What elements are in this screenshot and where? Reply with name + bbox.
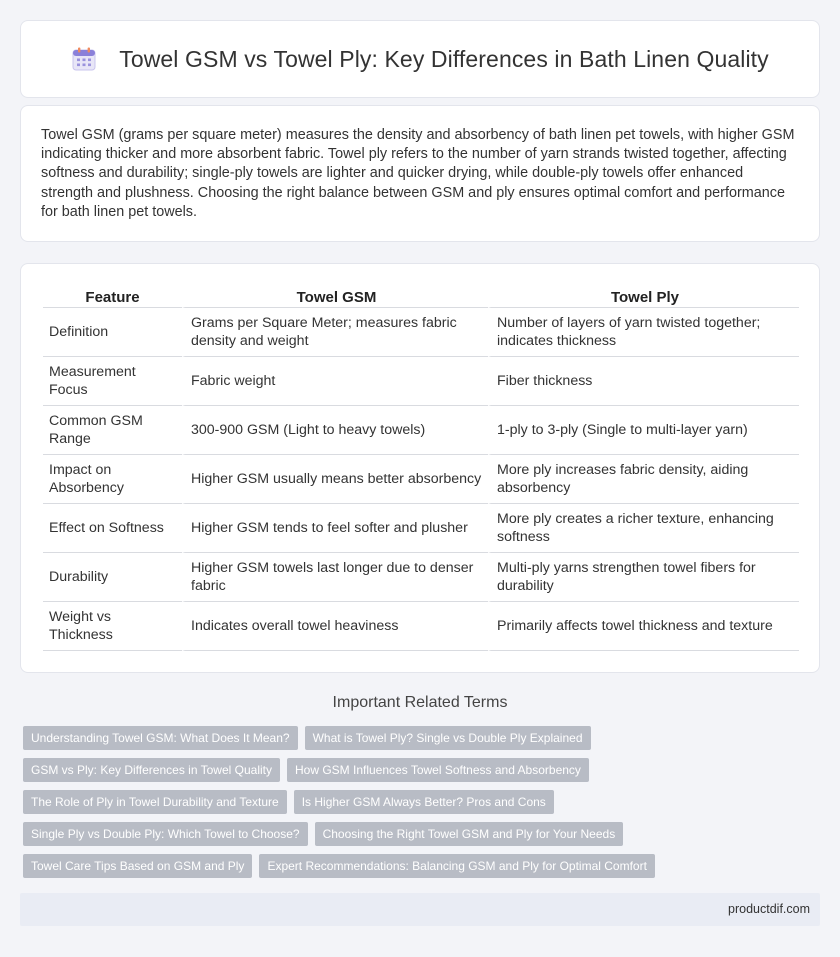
table-row <box>43 455 799 504</box>
feature-cell: Measurement Focus <box>43 357 182 406</box>
table-header-row <box>43 286 799 308</box>
comparison-table <box>43 286 799 651</box>
calendar-icon <box>71 46 97 72</box>
tag-row <box>23 758 663 790</box>
related-term-link[interactable]: Expert Recommendations: Balancing GSM and Ply for Optimal Comfort <box>259 854 655 878</box>
gsm-cell: Higher GSM tends to feel softer and plusher <box>182 504 488 553</box>
related-terms-list <box>23 726 663 886</box>
feature-cell: Definition <box>43 308 182 357</box>
table-row <box>43 553 799 602</box>
gsm-cell: 300-900 GSM (Light to heavy towels) <box>182 406 488 455</box>
header-card <box>20 20 820 98</box>
table-row <box>43 357 799 406</box>
related-term-link[interactable]: Single Ply vs Double Ply: Which Towel to Choose? <box>23 822 308 846</box>
intro-paragraph: Towel GSM (grams per square meter) measures the density and absorbency of bath linen pet towels, with higher GSM indicating thicker and more absorbent fabric. Towel ply refers to the number of yarn strands twisted together, affecting softness and durability; single-ply towels are lighter and quicker drying, while double-ply towels offer enhanced strength and plushness. Choosing the right balance between GSM and ply ensures optimal comfort and performance for bath linen pet towels. <box>41 127 795 220</box>
feature-cell: Common GSM Range <box>43 406 182 455</box>
feature-cell: Impact on Absorbency <box>43 455 182 504</box>
footer-site-link[interactable]: productdif.com <box>728 902 810 916</box>
related-term-link[interactable]: Choosing the Right Towel GSM and Ply for Your Needs <box>315 822 624 846</box>
ply-cell: Multi-ply yarns strengthen towel fibers for durability <box>488 553 799 602</box>
related-term-link[interactable]: How GSM Influences Towel Softness and Absorbency <box>287 758 589 782</box>
related-term-link[interactable]: The Role of Ply in Towel Durability and Texture <box>23 790 287 814</box>
related-term-link[interactable]: Is Higher GSM Always Better? Pros and Cons <box>294 790 554 814</box>
tag-row <box>23 726 663 758</box>
table-row <box>43 308 799 357</box>
related-term-link[interactable]: GSM vs Ply: Key Differences in Towel Quality <box>23 758 280 782</box>
tag-row <box>23 790 663 822</box>
feature-cell: Weight vs Thickness <box>43 602 182 651</box>
ply-cell: 1-ply to 3-ply (Single to multi-layer yarn) <box>488 406 799 455</box>
page-title: Towel GSM vs Towel Ply: Key Differences in Bath Linen Quality <box>119 45 769 72</box>
table-row <box>43 406 799 455</box>
tag-row <box>23 854 663 886</box>
ply-cell: More ply increases fabric density, aiding absorbency <box>488 455 799 504</box>
header-towel-ply: Towel Ply <box>488 286 799 308</box>
title-wrap <box>71 46 769 73</box>
related-terms-heading: Important Related Terms <box>332 694 508 711</box>
ply-cell: Fiber thickness <box>488 357 799 406</box>
table-row <box>43 504 799 553</box>
header-feature: Feature <box>43 286 182 308</box>
tag-row <box>23 822 663 854</box>
ply-cell: Primarily affects towel thickness and texture <box>488 602 799 651</box>
header-towel-gsm: Towel GSM <box>182 286 488 308</box>
footer <box>20 893 820 926</box>
gsm-cell: Higher GSM usually means better absorbency <box>182 455 488 504</box>
ply-cell: Number of layers of yarn twisted together; indicates thickness <box>488 308 799 357</box>
feature-cell: Durability <box>43 553 182 602</box>
related-term-link[interactable]: Towel Care Tips Based on GSM and Ply <box>23 854 252 878</box>
feature-cell: Effect on Softness <box>43 504 182 553</box>
gsm-cell: Indicates overall towel heaviness <box>182 602 488 651</box>
related-term-link[interactable]: Understanding Towel GSM: What Does It Mean? <box>23 726 298 750</box>
gsm-cell: Higher GSM towels last longer due to denser fabric <box>182 553 488 602</box>
related-term-link[interactable]: What is Towel Ply? Single vs Double Ply Explained <box>305 726 591 750</box>
comparison-table-card <box>20 263 820 673</box>
intro-card <box>20 105 820 242</box>
table-row <box>43 602 799 651</box>
gsm-cell: Grams per Square Meter; measures fabric density and weight <box>182 308 488 357</box>
gsm-cell: Fabric weight <box>182 357 488 406</box>
ply-cell: More ply creates a richer texture, enhancing softness <box>488 504 799 553</box>
